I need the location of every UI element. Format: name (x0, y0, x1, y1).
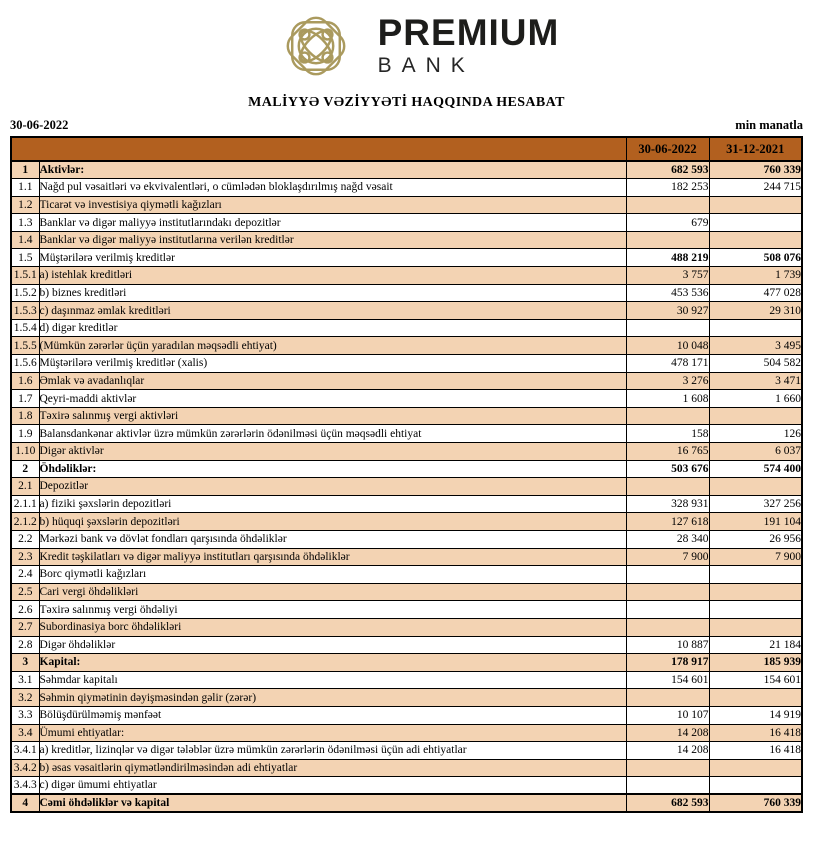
row-value-previous (709, 407, 802, 425)
row-value-previous (709, 689, 802, 707)
table-row (11, 618, 802, 636)
row-value-current: 328 931 (626, 495, 709, 513)
row-number: 2.3 (11, 548, 39, 566)
row-value-previous (709, 618, 802, 636)
row-value-current: 7 900 (626, 548, 709, 566)
row-value-current: 10 887 (626, 636, 709, 654)
row-value-previous (709, 214, 802, 232)
row-value-previous: 185 939 (709, 654, 802, 672)
row-number: 1.7 (11, 390, 39, 408)
row-number: 2.8 (11, 636, 39, 654)
table-row (11, 267, 802, 285)
row-value-current: 679 (626, 214, 709, 232)
row-value-previous (709, 319, 802, 337)
table-row (11, 161, 802, 179)
row-value-current: 158 (626, 425, 709, 443)
row-value-previous: 327 256 (709, 495, 802, 513)
row-value-previous: 14 919 (709, 706, 802, 724)
row-number: 1.5.4 (11, 319, 39, 337)
table-row (11, 460, 802, 478)
table-row (11, 566, 802, 584)
unit-label: min manatla (735, 118, 803, 132)
table-row (11, 671, 802, 689)
row-number: 2.1 (11, 478, 39, 496)
row-label: Mərkəzi bank və dövlət fondları qarşısında öhdəliklər (39, 530, 626, 548)
row-value-previous: 1 739 (709, 267, 802, 285)
row-value-previous: 477 028 (709, 284, 802, 302)
row-number: 3.4.2 (11, 759, 39, 777)
row-number: 1.1 (11, 179, 39, 197)
row-value-current (626, 566, 709, 584)
row-label: Digər öhdəliklər (39, 636, 626, 654)
row-label: Kredit təşkilatları və digər maliyyə institutları qarşısında öhdəliklər (39, 548, 626, 566)
row-value-current: 14 208 (626, 742, 709, 760)
row-number: 2.4 (11, 566, 39, 584)
row-value-previous: 3 495 (709, 337, 802, 355)
header-current-period: 30-06-2022 (626, 137, 709, 161)
row-value-current (626, 618, 709, 636)
row-value-previous (709, 583, 802, 601)
row-value-previous (709, 601, 802, 619)
row-value-current: 10 107 (626, 706, 709, 724)
bank-logo (14, 0, 813, 88)
row-value-current: 182 253 (626, 179, 709, 197)
row-value-current: 1 608 (626, 390, 709, 408)
row-label: Əmlak və avadanlıqlar (39, 372, 626, 390)
row-label: c) digər ümumi ehtiyatlar (39, 777, 626, 795)
row-value-previous: 26 956 (709, 530, 802, 548)
table-row (11, 478, 802, 496)
row-value-current: 682 593 (626, 161, 709, 179)
row-label: a) istehlak kreditləri (39, 267, 626, 285)
row-label: Bölüşdürülməmiş mənfəət (39, 706, 626, 724)
row-number: 1.4 (11, 231, 39, 249)
meta-row (0, 118, 813, 133)
table-row (11, 214, 802, 232)
row-label: b) biznes kreditləri (39, 284, 626, 302)
row-label: Səhmin qiymətinin dəyişməsindən gəlir (zərər) (39, 689, 626, 707)
table-row (11, 513, 802, 531)
table-row (11, 689, 802, 707)
table-row (11, 548, 802, 566)
row-label: d) digər kreditlər (39, 319, 626, 337)
row-value-current: 127 618 (626, 513, 709, 531)
row-label: Səhmdar kapitalı (39, 671, 626, 689)
row-number: 2.1.1 (11, 495, 39, 513)
row-value-current: 14 208 (626, 724, 709, 742)
row-number: 1.9 (11, 425, 39, 443)
row-number: 3.4 (11, 724, 39, 742)
row-label: Öhdəliklər: (39, 460, 626, 478)
table-row (11, 407, 802, 425)
table-row (11, 390, 802, 408)
row-value-previous: 29 310 (709, 302, 802, 320)
row-value-current (626, 319, 709, 337)
row-label: Təxirə salınmış vergi öhdəliyi (39, 601, 626, 619)
row-label: Borc qiymətli kağızları (39, 566, 626, 584)
balance-sheet-table (10, 136, 803, 813)
row-value-previous (709, 777, 802, 795)
row-value-previous: 574 400 (709, 460, 802, 478)
row-label: Nağd pul vəsaitləri və ekvivalentləri, o cümlədən bloklaşdırılmış nağd vəsait (39, 179, 626, 197)
row-value-previous: 244 715 (709, 179, 802, 197)
row-number: 3.3 (11, 706, 39, 724)
brand-name: PREMIUM (377, 12, 560, 53)
table-row (11, 284, 802, 302)
row-number: 2.2 (11, 530, 39, 548)
table-row (11, 583, 802, 601)
row-number: 1.5.5 (11, 337, 39, 355)
row-value-current (626, 601, 709, 619)
row-label: a) fiziki şəxslərin depozitləri (39, 495, 626, 513)
table-row (11, 706, 802, 724)
report-date: 30-06-2022 (10, 118, 69, 132)
row-number: 1.3 (11, 214, 39, 232)
row-label: Müştərilərə verilmiş kreditlər (xalis) (39, 355, 626, 373)
header-previous-period: 31-12-2021 (709, 137, 802, 161)
table-row (11, 425, 802, 443)
table-row (11, 231, 802, 249)
bank-wordmark (378, 14, 560, 78)
table-row (11, 196, 802, 214)
table-row (11, 742, 802, 760)
row-value-current: 30 927 (626, 302, 709, 320)
row-value-current: 682 593 (626, 794, 709, 812)
row-value-previous: 16 418 (709, 742, 802, 760)
row-label: Balansdankənar aktivlər üzrə mümkün zərərlərin ödənilməsi üçün məqsədli ehtiyat (39, 425, 626, 443)
row-value-current: 3 757 (626, 267, 709, 285)
table-row (11, 249, 802, 267)
row-value-current (626, 689, 709, 707)
row-number: 2 (11, 460, 39, 478)
row-label: b) hüquqi şəxslərin depozitləri (39, 513, 626, 531)
table-row (11, 302, 802, 320)
row-value-current: 16 765 (626, 443, 709, 461)
row-value-previous (709, 566, 802, 584)
row-number: 3.4.1 (11, 742, 39, 760)
table-row (11, 355, 802, 373)
row-label: Ümumi ehtiyatlar: (39, 724, 626, 742)
row-value-current: 178 917 (626, 654, 709, 672)
row-value-current: 503 676 (626, 460, 709, 478)
table-header-row (11, 137, 802, 161)
table-row (11, 759, 802, 777)
row-label: Banklar və digər maliyyə institutlarındakı depozitlər (39, 214, 626, 232)
row-value-previous: 191 104 (709, 513, 802, 531)
row-value-previous: 126 (709, 425, 802, 443)
table-row (11, 724, 802, 742)
row-value-current (626, 231, 709, 249)
row-value-previous: 16 418 (709, 724, 802, 742)
row-value-current: 478 171 (626, 355, 709, 373)
row-number: 2.5 (11, 583, 39, 601)
row-label: Təxirə salınmış vergi aktivləri (39, 407, 626, 425)
row-value-previous: 504 582 (709, 355, 802, 373)
row-label: Cəmi öhdəliklər və kapital (39, 794, 626, 812)
row-number: 2.7 (11, 618, 39, 636)
row-label: Qeyri-maddi aktivlər (39, 390, 626, 408)
row-value-previous: 7 900 (709, 548, 802, 566)
row-number: 1.5.1 (11, 267, 39, 285)
row-number: 3.2 (11, 689, 39, 707)
row-number: 2.1.2 (11, 513, 39, 531)
row-label: Ticarət və investisiya qiymətli kağızları (39, 196, 626, 214)
header-empty-cell (11, 137, 626, 161)
row-number: 1.5 (11, 249, 39, 267)
table-row (11, 777, 802, 795)
row-number: 3 (11, 654, 39, 672)
table-row (11, 319, 802, 337)
row-number: 1.10 (11, 443, 39, 461)
row-value-current (626, 777, 709, 795)
row-number: 1.5.3 (11, 302, 39, 320)
row-value-previous: 21 184 (709, 636, 802, 654)
row-number: 1.6 (11, 372, 39, 390)
table-row (11, 443, 802, 461)
row-number: 3.1 (11, 671, 39, 689)
row-number: 4 (11, 794, 39, 812)
row-value-current (626, 583, 709, 601)
row-label: Kapital: (39, 654, 626, 672)
table-row (11, 636, 802, 654)
row-value-previous (709, 231, 802, 249)
row-value-previous: 1 660 (709, 390, 802, 408)
row-value-current (626, 478, 709, 496)
row-label: Digər aktivlər (39, 443, 626, 461)
row-number: 1.5.6 (11, 355, 39, 373)
row-label: b) əsas vəsaitlərin qiymətləndirilməsindən adi ehtiyatlar (39, 759, 626, 777)
row-label: (Mümkün zərərlər üçün yaradılan məqsədli ehtiyat) (39, 337, 626, 355)
row-value-previous (709, 478, 802, 496)
row-number: 1.8 (11, 407, 39, 425)
row-label: Banklar və digər maliyyə institutlarına verilən kreditlər (39, 231, 626, 249)
row-value-previous: 760 339 (709, 794, 802, 812)
row-label: Müştərilərə verilmiş kreditlər (39, 249, 626, 267)
row-value-current: 488 219 (626, 249, 709, 267)
table-row (11, 654, 802, 672)
table-row (11, 372, 802, 390)
row-number: 2.6 (11, 601, 39, 619)
row-value-current: 453 536 (626, 284, 709, 302)
row-value-previous: 760 339 (709, 161, 802, 179)
row-value-current: 10 048 (626, 337, 709, 355)
row-label: Depozitlər (39, 478, 626, 496)
row-number: 1 (11, 161, 39, 179)
row-value-previous: 154 601 (709, 671, 802, 689)
table-row (11, 495, 802, 513)
celtic-knot-icon (268, 5, 364, 87)
row-number: 3.4.3 (11, 777, 39, 795)
row-value-current: 28 340 (626, 530, 709, 548)
report-title: MALİYYƏ VƏZİYYƏTİ HAQQINDA HESABAT (248, 95, 565, 110)
row-label: Cari vergi öhdəlikləri (39, 583, 626, 601)
row-number: 1.2 (11, 196, 39, 214)
row-value-previous: 508 076 (709, 249, 802, 267)
row-value-previous: 6 037 (709, 443, 802, 461)
row-value-current (626, 759, 709, 777)
row-value-previous: 3 471 (709, 372, 802, 390)
row-value-previous (709, 759, 802, 777)
row-value-current (626, 407, 709, 425)
row-label: Subordinasiya borc öhdəlikləri (39, 618, 626, 636)
table-row (11, 179, 802, 197)
row-value-current: 154 601 (626, 671, 709, 689)
row-value-current: 3 276 (626, 372, 709, 390)
table-row (11, 337, 802, 355)
table-row (11, 601, 802, 619)
table-row (11, 794, 802, 812)
table-row (11, 530, 802, 548)
brand-subtitle: BANK (377, 54, 475, 77)
row-value-current (626, 196, 709, 214)
row-value-previous (709, 196, 802, 214)
row-label: a) kreditlər, lizinqlər və digər tələblər üzrə mümkün zərərlərin ödənilməsi üçün adi ehtiyatlar (39, 742, 626, 760)
row-label: Aktivlər: (39, 161, 626, 179)
row-label: c) daşınmaz əmlak kreditləri (39, 302, 626, 320)
row-number: 1.5.2 (11, 284, 39, 302)
